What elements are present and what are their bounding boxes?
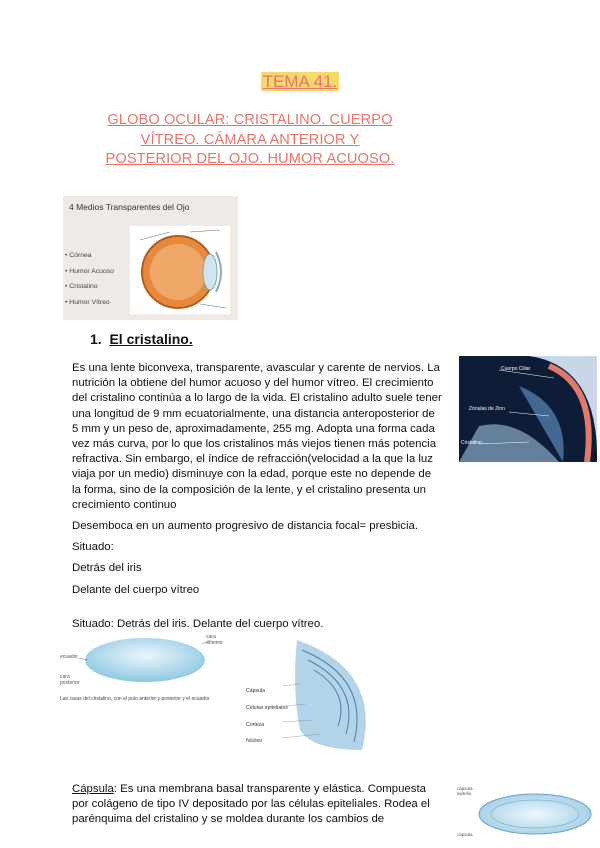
paragraph: Es una lente biconvexa, transparente, avascular y carente de nervios. La nutrición la obtiene del humor acuoso y del humor vítreo. El crecimiento del cristalino continúa a lo largo de la vida. El cristalino adulto suele tener una longitud de 9 mm ecuatorialmente, una distancia anteroposterior de 5 mm y un peso de, aproximadamente, 255 mg. Adopta una forma cada vez más curva, por lo que los cristalinos más viejos tienen más potencia refractiva. Sin embargo, el índice de refracción(velocidad a la que la luz viaja por un medio) disminuye con la edad, porque este no depende de la forma, sino de la composición de la lente, y el cristalino presenta un crecimiento continuo: [72, 362, 442, 511]
slide-list-item: • Humor Acuoso: [65, 267, 114, 275]
lens-figure: [60, 632, 223, 710]
document-subtitle: GLOBO OCULAR: CRISTALINO. CUERPO VÍTREO. CÁMARA ANTERIOR Y POSTERIOR DEL OJO. HUMOR ACUOSO.: [105, 112, 395, 167]
section-heading: 1. El cristalino.: [90, 331, 193, 347]
figure-label: ecuador: [60, 654, 79, 660]
section-body: [72, 361, 442, 632]
slide-list-item: • Córnea: [65, 252, 92, 259]
figure-label: cara anterior: [206, 634, 223, 646]
paragraph: Desemboca en un aumento progresivo de distancia focal= presbicia.: [72, 520, 419, 533]
slide-image: [63, 196, 238, 320]
figure-label: Zónulas de Zinn: [469, 406, 505, 412]
paragraph: Delante del cuerpo vítreo: [72, 583, 200, 596]
paragraph: Detrás del iris: [72, 562, 142, 575]
capsula-term: Cápsula: [72, 783, 114, 795]
figure-label: Cristalino: [461, 440, 482, 446]
figure-label: cápsula: [457, 832, 473, 837]
slide-list-item: • Cristalino: [65, 283, 98, 290]
figure-label: Núcleo: [246, 738, 263, 744]
lens-section-figure: [242, 630, 392, 765]
capsule-figure: [455, 782, 595, 844]
figure-label: cara posterior: [60, 674, 80, 686]
capsula-paragraph: [72, 782, 442, 828]
paragraph: Situado: Detrás del iris. Delante del cuerpo vítreo.: [72, 617, 324, 630]
figure-label: cápsula epitelio: [457, 786, 473, 796]
capsula-text: : Es una membrana basal transparente y elástica. Compuesta por colágeno de tipo IV depositado por las células epiteliales. Rodea el parénquima del cristalino y se moldea durante los cambios de: [72, 783, 430, 826]
slide-list: [65, 248, 114, 310]
figure-label: Cápsula: [246, 688, 266, 694]
paragraph: Situado:: [72, 541, 114, 554]
ciliary-figure: [459, 356, 597, 462]
slide-list-item: • Humor Vítreo: [65, 298, 110, 306]
document-title: [0, 72, 600, 92]
eye-diagram: [130, 226, 230, 314]
figure-label: Células epiteliales: [246, 705, 288, 711]
figure-label: Cuerpo Ciliar: [501, 366, 531, 372]
slide-title: 4 Medios Transparentes del Ojo: [69, 202, 190, 212]
figure-label: Corteza: [246, 722, 265, 728]
tema-heading: TEMA 41.: [262, 72, 338, 91]
lens-section-illustration: [242, 630, 392, 765]
figure-caption: Las caras del cristalino, con el polo anterior y posterior y el ecuador: [60, 696, 210, 702]
